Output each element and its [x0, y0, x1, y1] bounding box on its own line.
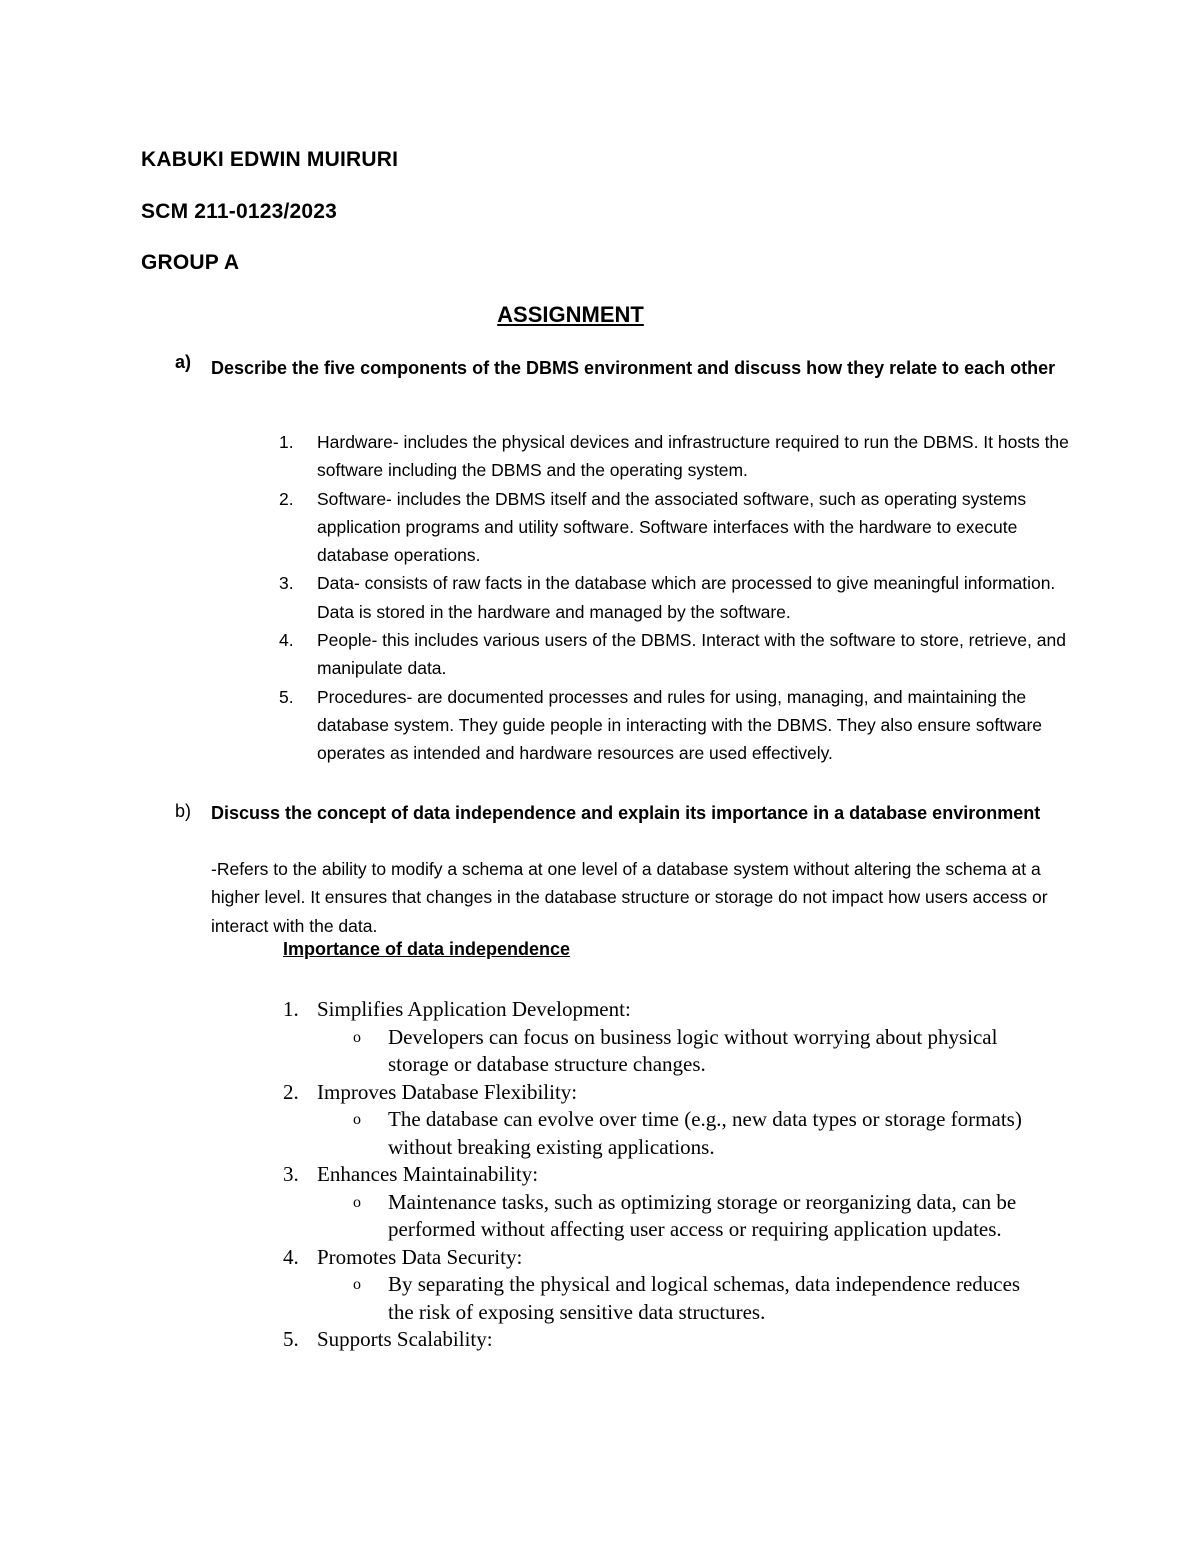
list-item: 4. People- this includes various users of the DBMS. Interact with the software to store, retrieve, and manipulate data.: [279, 630, 1066, 679]
list-item: o The database can evolve over time (e.g., new data types or storage formats) without breaking existing applications.: [353, 1107, 1022, 1159]
list-item: 2. Software- includes the DBMS itself and the associated software, such as operating systems application programs and utility software. Software interfaces with the hardware to execute database operations.: [279, 488, 1027, 566]
group-label: GROUP A: [141, 251, 240, 274]
importance-list: [283, 996, 1043, 1354]
dbms-components-list: [279, 428, 1069, 768]
list-item: 5. Procedures- are documented processes and rules for using, managing, and maintaining the database system. They guide people in interacting with the DBMS. They also ensure software operates as intended and hardware resources are used effectively.: [279, 686, 1043, 764]
registration-number: SCM 211-0123/2023: [141, 200, 338, 223]
list-item: 1. Simplifies Application Development:: [283, 997, 631, 1021]
data-independence-definition: -Refers to the ability to modify a schema at one level of a database system without altering the schema at a higher level. It ensures that changes in the database structure or storage do not impact how users access or interact with the data.: [211, 859, 1048, 936]
question-a-text: Describe the five components of the DBMS environment and discuss how they relate to each other: [211, 358, 1056, 378]
question-a-label: a): [175, 352, 192, 372]
question-b-text: Discuss the concept of data independence and explain its importance in a database environment: [211, 803, 1041, 823]
list-item: o Developers can focus on business logic without worrying about physical storage or database structure changes.: [353, 1024, 998, 1076]
list-item: 3. Enhances Maintainability:: [283, 1162, 539, 1186]
list-item: o Maintenance tasks, such as optimizing storage or reorganizing data, can be performed without affecting user access or requiring application updates.: [353, 1189, 1017, 1241]
list-item: 2. Improves Database Flexibility:: [283, 1079, 578, 1104]
list-item: 4. Promotes Data Security:: [283, 1244, 523, 1269]
list-item: 5. Supports Scalability:: [283, 1327, 493, 1351]
list-item: 1. Hardware- includes the physical devices and infrastructure required to run the DBMS. It hosts the software including the DBMS and the operating system.: [279, 432, 1069, 481]
question-b-label: b): [175, 801, 192, 821]
page-title: ASSIGNMENT: [497, 302, 644, 327]
importance-heading: Importance of data independence: [283, 939, 571, 959]
student-name: KABUKI EDWIN MUIRURI: [141, 148, 399, 171]
list-item: o By separating the physical and logical schemas, data independence reduces the risk of exposing sensitive data structures.: [353, 1272, 1021, 1324]
list-item: 3. Data- consists of raw facts in the database which are processed to give meaningful information. Data is stored in the hardware and managed by the software.: [279, 573, 1056, 622]
